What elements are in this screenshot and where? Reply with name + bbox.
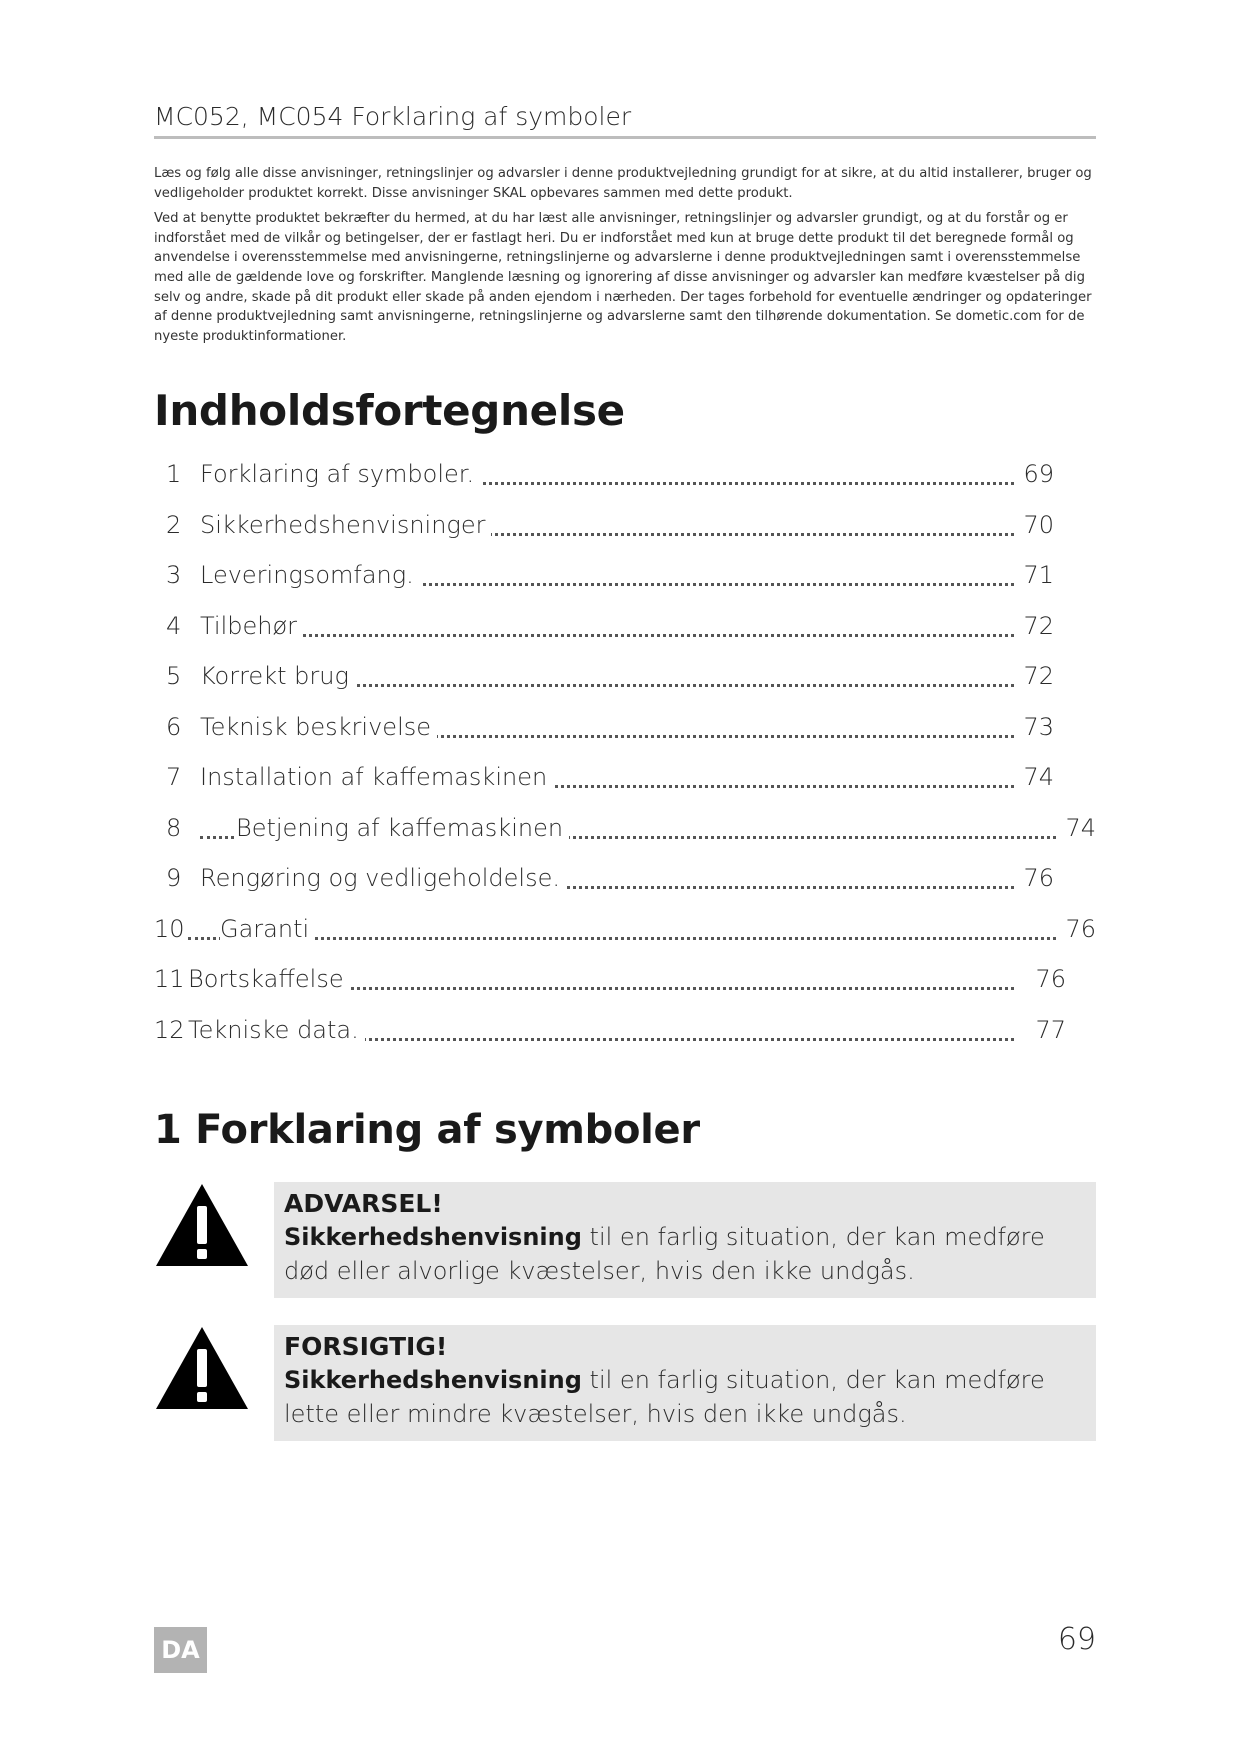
notice-signal-word: FORSIGTIG!	[284, 1332, 448, 1361]
toc-entry[interactable]	[154, 1008, 1096, 1059]
notice-lead: Sikkerhedshenvisning	[284, 1223, 582, 1251]
toc-entry[interactable]	[154, 907, 1096, 958]
toc-entry-number: 4	[166, 611, 182, 640]
toc-dot-leader	[200, 634, 1014, 637]
toc-entry-label: Garanti	[220, 915, 315, 943]
toc-dot-leader	[188, 937, 1056, 940]
toc-entry-number: 2	[166, 510, 182, 539]
toc-entry-label: Leveringsomfang.	[200, 561, 420, 589]
notice-lead: Sikkerhedshenvisning	[284, 1366, 582, 1394]
running-header: MC052, MC054 Forklaring af symboler	[154, 102, 632, 131]
toc-entry-number: 1	[166, 460, 182, 488]
toc-entry-label: Teknisk beskrivelse	[200, 713, 437, 741]
toc-entry-label: Korrekt brug	[200, 662, 355, 690]
notice-body: til en farlig situation, der kan medføre død eller alvorlige kvæstelser, hvis den ikke undgås.	[284, 1223, 1045, 1285]
section-heading: 1 Forklaring af symboler	[154, 1107, 700, 1153]
toc-entry-page: 77	[1029, 1016, 1066, 1044]
toc-entry[interactable]	[166, 553, 1096, 604]
toc-entry[interactable]	[154, 957, 1096, 1008]
table-of-contents	[154, 452, 1096, 1058]
toc-entry-number: 12	[154, 1015, 185, 1044]
toc-entry-page: 72	[1017, 662, 1054, 690]
toc-entry-number: 10	[154, 914, 185, 943]
toc-entry-number: 8	[166, 813, 182, 842]
toc-entry[interactable]	[166, 452, 1096, 503]
notice-box	[274, 1182, 1096, 1298]
page-number: 69	[1057, 1622, 1096, 1657]
toc-entry-label: Installation af kaffemaskinen	[200, 763, 553, 791]
toc-entry-label: Betjening af kaffemaskinen	[236, 814, 569, 842]
toc-entry-number: 9	[166, 864, 182, 892]
toc-entry-label: Rengøring og vedligeholdelse.	[200, 864, 566, 892]
toc-entry-page: 69	[1017, 460, 1054, 488]
toc-entry-number: 3	[166, 561, 182, 589]
intro-paragraph-1: Læs og følg alle disse anvisninger, retningslinjer og advarsler i denne produktvejledning grundigt for at sikre, at du altid installerer, bruger og vedligeholder produktet korrekt. Disse anvisninger SKAL opbevares sammen med dette produkt.	[154, 166, 1092, 201]
toc-entry-page: 72	[1017, 612, 1054, 640]
intro-paragraph-2: Ved at benytte produktet bekræfter du hermed, at du har læst alle anvisninger, retningslinjer og advarsler grundigt, og at du forstår og er indforstået med de vilkår og betingelser, der er fastlagt heri. Du er indforstået med kun at bruge dette produkt til det beregnede formål og anvendelse i overensstemmelse med anvisningerne, retningslinjerne og advarslerne i denne produktvejledningen samt i overensstemmelse med alle de gældende love og forskrifter. Manglende læsning og ignorering af disse anvisninger og advarsler kan medføre kvæstelser på dig selv og andre, skade på dit produkt eller skade på anden ejendom i nærheden. Der tages forbehold for eventuelle ændringer og opdateringer af denne produktvejledning samt anvisningerne, retningslinjerne og advarslerne samt den tilhørende dokumentation. Se dometic.com for de nyeste produktinformationer.	[154, 211, 1092, 344]
toc-heading: Indholdsfortegnelse	[154, 386, 625, 435]
toc-entry-label: Tekniske data.	[188, 1016, 365, 1044]
toc-entry[interactable]	[166, 755, 1096, 806]
toc-entry-page: 76	[1059, 915, 1096, 943]
toc-entry[interactable]	[166, 654, 1096, 705]
toc-entry-label: Forklaring af symboler.	[200, 460, 480, 488]
toc-entry[interactable]	[166, 856, 1096, 907]
toc-entry-page: 76	[1017, 864, 1054, 892]
toc-entry-label: Tilbehør	[200, 612, 303, 640]
notice-body: til en farlig situation, der kan medføre lette eller mindre kvæstelser, hvis den ikke undgås.	[284, 1366, 1045, 1428]
toc-entry-page: 70	[1017, 511, 1054, 539]
notice-box	[274, 1325, 1096, 1441]
toc-entry[interactable]	[166, 705, 1096, 756]
header-divider	[154, 136, 1096, 139]
toc-entry-page: 76	[1029, 965, 1066, 993]
caution-notice	[154, 1325, 1096, 1441]
warning-triangle-icon	[154, 1182, 250, 1268]
intro-text	[154, 164, 1096, 352]
language-badge: DA	[154, 1627, 207, 1673]
toc-entry-number: 11	[154, 965, 185, 993]
toc-entry-page: 74	[1017, 763, 1054, 791]
toc-entry-number: 5	[166, 662, 182, 690]
notice-text	[284, 1363, 1086, 1431]
toc-entry-page: 73	[1017, 713, 1054, 741]
toc-entry-label: Sikkerhedshenvisninger	[200, 511, 491, 539]
toc-entry-number: 7	[166, 763, 182, 791]
notice-signal-word: ADVARSEL!	[284, 1189, 443, 1218]
toc-entry[interactable]	[166, 806, 1096, 857]
toc-entry-page: 71	[1017, 561, 1054, 589]
warning-triangle-icon	[154, 1325, 250, 1411]
toc-entry-number: 6	[166, 712, 182, 741]
warning-notice	[154, 1182, 1096, 1298]
toc-entry-label: Bortskaffelse	[188, 965, 350, 993]
toc-entry[interactable]	[166, 503, 1096, 554]
toc-entry[interactable]	[166, 604, 1096, 655]
toc-entry-page: 74	[1059, 814, 1096, 842]
notice-text	[284, 1220, 1086, 1288]
